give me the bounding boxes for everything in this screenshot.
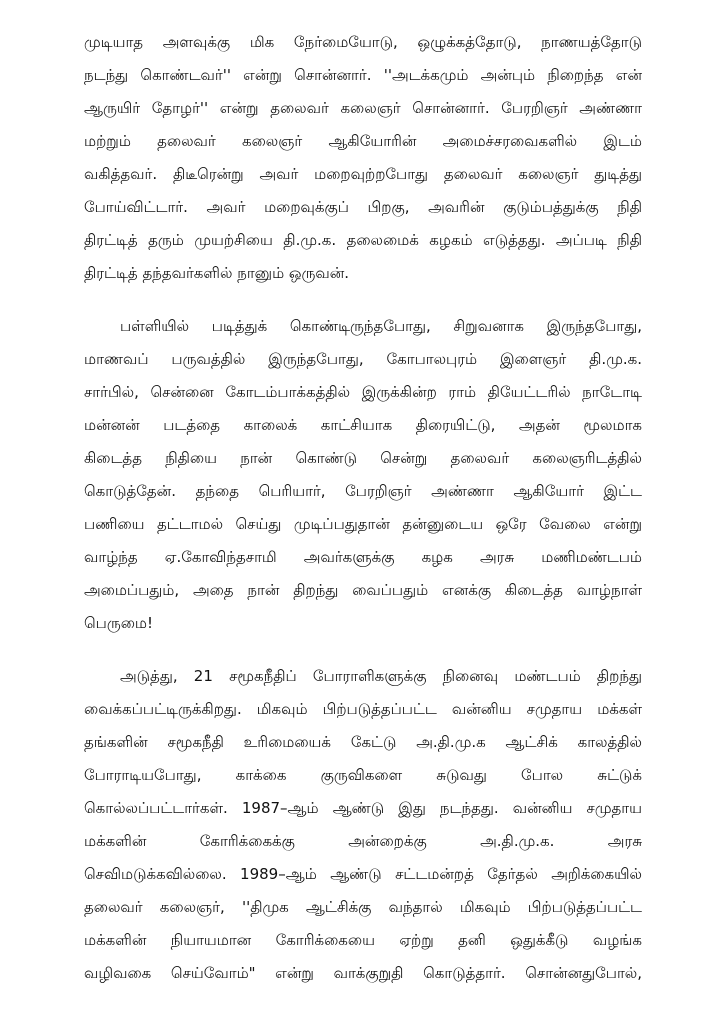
- text-line: முடியாத அளவுக்கு மிக நேர்மையோடு, ஒழுக்கத்தோடு, நாணயத்தோடு: [84, 33, 642, 51]
- text-line: வழிவகை செய்வோம்" என்று வாக்குறுதி கொடுத்தார். சொன்னதுபோல்,: [84, 964, 642, 982]
- text-line: அமைப்பதும், அதை நான் திறந்து வைப்பதும் எனக்கு கிடைத்த வாழ்நாள்: [84, 581, 642, 599]
- paragraph-1: [84, 26, 642, 290]
- text-line: வைக்கப்பட்டிருக்கிறது. மிகவும் பிற்படுத்தப்பட்ட வன்னிய சமுதாய மக்கள்: [84, 700, 642, 718]
- paragraph-2: [84, 310, 642, 640]
- text-line: சார்பில், சென்னை கோடம்பாக்கத்தில் இருக்கின்ற ராம் தியேட்டரில் நாடோடி: [84, 383, 642, 401]
- text-line: போய்விட்டார். அவர் மறைவுக்குப் பிறகு, அவரின் குடும்பத்துக்கு நிதி: [84, 198, 642, 216]
- text-line: பெருமை!: [84, 614, 154, 632]
- text-line: ஆருயிர் தோழர்'' என்று தலைவர் கலைஞர் சொன்னார். பேரறிஞர் அண்ணா: [84, 99, 642, 117]
- text-line: திரட்டித் தரும் முயற்சியை தி.மு.க. தலைமைக் கழகம் எடுத்தது. அப்படி நிதி: [84, 231, 642, 249]
- text-line: மன்னன் படத்தை காலைக் காட்சியாக திரையிட்டு, அதன் மூலமாக: [84, 416, 642, 434]
- text-line: நடந்து கொண்டவர்'' என்று சொன்னார். ''அடக்கமும் அன்பும் நிறைந்த என்: [84, 66, 642, 84]
- text-line: தங்களின் சமூகநீதி உரிமையைக் கேட்டு அ.தி.மு.க ஆட்சிக் காலத்தில்: [84, 733, 642, 751]
- text-line: வகித்தவர். திடீரென்று அவர் மறைவுற்றபோது தலைவர் கலைஞர் துடித்து: [84, 165, 642, 183]
- text-line: பள்ளியில் படித்துக் கொண்டிருந்தபோது, சிறுவனாக இருந்தபோது,: [120, 317, 642, 335]
- text-line: அடுத்து, 21 சமூகநீதிப் போராளிகளுக்கு நினைவு மண்டபம் திறந்து: [120, 667, 642, 685]
- paragraph-gap: [84, 290, 642, 310]
- document-page: [84, 26, 642, 990]
- paragraph-gap: [84, 640, 642, 660]
- text-line: மற்றும் தலைவர் கலைஞர் ஆகியோரின் அமைச்சரவைகளில் இடம்: [84, 132, 642, 150]
- text-line: பணியை தட்டாமல் செய்து முடிப்பதுதான் தன்னுடைய ஒரே வேலை என்று: [84, 515, 642, 533]
- text-line: போராடியபோது, காக்கை குருவிகளை சுடுவது போல சுட்டுக்: [84, 766, 642, 784]
- paragraph-3: [84, 660, 642, 990]
- text-line: கொல்லப்பட்டார்கள். 1987–ஆம் ஆண்டு இது நடந்தது. வன்னிய சமுதாய: [84, 799, 642, 817]
- text-line: தலைவர் கலைஞர், ''திமுக ஆட்சிக்கு வந்தால் மிகவும் பிற்படுத்தப்பட்ட: [84, 898, 642, 916]
- text-line: கிடைத்த நிதியை நான் கொண்டு சென்று தலைவர் கலைஞரிடத்தில்: [84, 449, 642, 467]
- text-line: மாணவப் பருவத்தில் இருந்தபோது, கோபாலபுரம் இளைஞர் தி.மு.க.: [84, 350, 642, 368]
- text-line: கொடுத்தேன். தந்தை பெரியார், பேரறிஞர் அண்ணா ஆகியோர் இட்ட: [84, 482, 642, 500]
- text-line: செவிமடுக்கவில்லை. 1989–ஆம் ஆண்டு சட்டமன்றத் தேர்தல் அறிக்கையில்: [84, 865, 642, 883]
- text-line: மக்களின் கோரிக்கைக்கு அன்றைக்கு அ.தி.மு.க. அரசு: [84, 832, 642, 850]
- text-line: திரட்டித் தந்தவர்களில் நானும் ஒருவன்.: [84, 264, 350, 282]
- text-line: மக்களின் நியாயமான கோரிக்கையை ஏற்று தனி ஒதுக்கீடு வழங்க: [84, 931, 642, 949]
- text-line: வாழ்ந்த ஏ.கோவிந்தசாமி அவர்களுக்கு கழக அரசு மணிமண்டபம்: [84, 548, 642, 566]
